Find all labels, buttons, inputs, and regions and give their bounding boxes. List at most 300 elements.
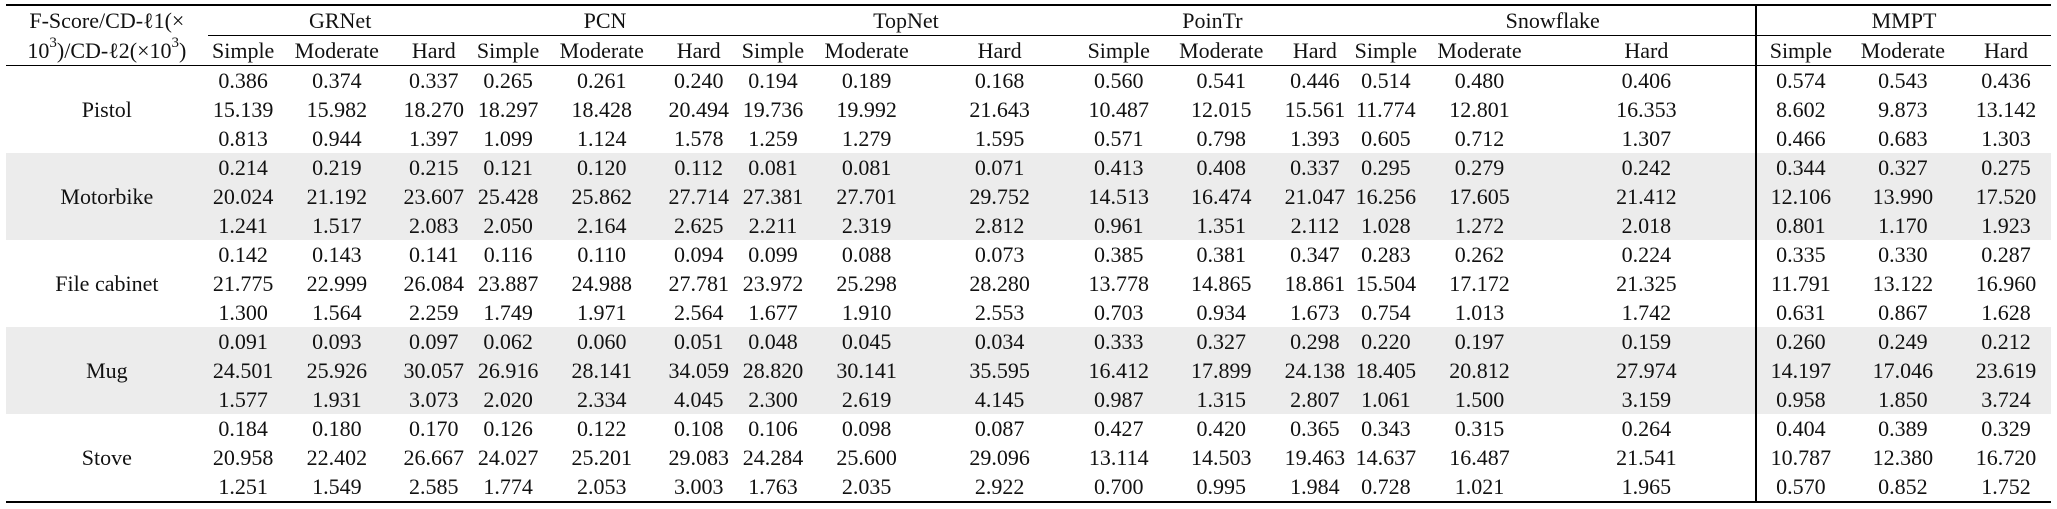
cell-fscore: 0.446: [1290, 68, 1340, 93]
table-row: [6, 327, 2051, 356]
cell-cd-l2: 1.677: [748, 300, 798, 325]
cell-cd-l1: 18.428: [571, 97, 632, 122]
cell-cd-l1: 25.428: [473, 182, 544, 211]
cell-fscore: 0.264: [1621, 416, 1672, 441]
cell-cd-l2: 1.673: [1290, 300, 1340, 325]
cell-cd-l1: 14.865: [1191, 271, 1252, 296]
cell-cd-l1: 8.602: [1756, 95, 1845, 124]
cell-cd-l2: 1.021: [1421, 472, 1537, 502]
cell-fscore: 0.093: [279, 327, 395, 356]
cell-cd-l2: 1.910: [841, 300, 892, 325]
level-header: Simple: [1350, 36, 1421, 66]
cell-cd-l1: 28.280: [969, 271, 1030, 296]
cell-fscore: 0.121: [473, 153, 544, 182]
cell-fscore: 0.120: [544, 153, 660, 182]
level-header: Simple: [1756, 36, 1845, 66]
corner-part-a: 10: [27, 37, 50, 63]
cell-cd-l2: 1.241: [208, 211, 279, 240]
cell-fscore: 0.094: [673, 242, 724, 267]
table-row: [6, 356, 2051, 385]
cell-cd-l2: 0.683: [1878, 126, 1928, 151]
cell-cd-l1: 16.487: [1449, 445, 1510, 470]
cell-cd-l1: 30.057: [395, 356, 473, 385]
cell-cd-l1: 17.172: [1449, 271, 1510, 296]
cell-fscore: 0.480: [1454, 68, 1505, 93]
cell-fscore: 0.088: [841, 242, 892, 267]
cell-fscore: 0.514: [1361, 68, 1411, 93]
cell-cd-l1: 18.270: [403, 97, 465, 122]
cell-fscore: 0.168: [974, 68, 1025, 93]
metric-corner-label: [6, 5, 208, 36]
cell-cd-l1: 17.046: [1845, 356, 1961, 385]
cell-fscore: 0.212: [1961, 327, 2051, 356]
cell-cd-l1: 16.412: [1074, 356, 1163, 385]
cell-cd-l2: 0.798: [1196, 126, 1246, 151]
cell-fscore: 0.141: [409, 242, 459, 267]
category-label: File cabinet: [55, 271, 159, 296]
cell-cd-l2: 3.159: [1538, 385, 1756, 414]
cell-cd-l2: 0.712: [1454, 126, 1505, 151]
cell-cd-l2: 1.300: [218, 300, 268, 325]
category-label: Pistol: [81, 97, 132, 122]
corner-part-c: ): [178, 37, 187, 63]
cell-fscore: 0.215: [395, 153, 473, 182]
cell-cd-l2: 0.944: [312, 126, 362, 151]
cell-cd-l1: 25.862: [544, 182, 660, 211]
cell-cd-l2: 0.961: [1074, 211, 1163, 240]
cell-fscore: 0.240: [673, 68, 724, 93]
cell-fscore: 0.330: [1878, 242, 1928, 267]
cell-fscore: 0.081: [808, 153, 924, 182]
cell-cd-l2: 4.145: [925, 385, 1075, 414]
category-label: Motorbike: [6, 153, 208, 240]
level-header: Moderate: [544, 36, 660, 66]
cell-cd-l1: 23.972: [742, 271, 804, 296]
table-row: [6, 66, 2051, 96]
cell-cd-l2: 1.850: [1845, 385, 1961, 414]
cell-cd-l2: 0.801: [1756, 211, 1845, 240]
cell-cd-l2: 1.061: [1350, 385, 1421, 414]
cell-cd-l1: 13.142: [1975, 97, 2037, 122]
cell-cd-l1: 13.990: [1845, 182, 1961, 211]
cell-cd-l2: 2.112: [1279, 211, 1350, 240]
cell-cd-l2: 2.053: [544, 472, 660, 502]
cell-cd-l1: 17.899: [1163, 356, 1279, 385]
cell-fscore: 0.327: [1163, 327, 1279, 356]
level-header: Moderate: [1845, 36, 1961, 66]
cell-cd-l1: 16.960: [1975, 271, 2037, 296]
cell-cd-l2: 2.334: [544, 385, 660, 414]
cell-cd-l1: 23.887: [477, 271, 539, 296]
cell-fscore: 0.413: [1074, 153, 1163, 182]
level-header: Moderate: [808, 36, 924, 66]
cell-fscore: 0.329: [1981, 416, 2031, 441]
cell-cd-l1: 15.982: [306, 97, 368, 122]
cell-fscore: 0.122: [576, 416, 627, 441]
cell-cd-l1: 25.926: [279, 356, 395, 385]
cell-cd-l2: 0.958: [1756, 385, 1845, 414]
cell-cd-l2: 2.564: [673, 300, 724, 325]
cell-cd-l2: 2.300: [737, 385, 808, 414]
cell-cd-l1: 28.141: [544, 356, 660, 385]
cell-fscore: 0.287: [1981, 242, 2031, 267]
cell-cd-l1: 23.607: [395, 182, 473, 211]
cell-fscore: 0.224: [1621, 242, 1672, 267]
cell-fscore: 0.262: [1454, 242, 1505, 267]
cell-cd-l1: 18.861: [1284, 271, 1346, 296]
cell-fscore: 0.071: [925, 153, 1075, 182]
cell-fscore: 0.087: [974, 416, 1025, 441]
category-label: Mug: [6, 327, 208, 414]
method-header-pointr: PoinTr: [1074, 5, 1350, 36]
cell-fscore: 0.374: [312, 68, 362, 93]
cell-cd-l2: 1.279: [841, 126, 892, 151]
cell-cd-l1: 27.701: [808, 182, 924, 211]
cell-cd-l2: 2.619: [808, 385, 924, 414]
cell-fscore: 0.298: [1279, 327, 1350, 356]
cell-cd-l1: 26.916: [473, 356, 544, 385]
table-row: [6, 298, 2051, 327]
cell-cd-l2: 0.813: [218, 126, 268, 151]
cell-fscore: 0.143: [312, 242, 362, 267]
table-row: [6, 414, 2051, 443]
level-header: Simple: [737, 36, 808, 66]
cell-fscore: 0.197: [1421, 327, 1537, 356]
cell-fscore: 0.381: [1196, 242, 1246, 267]
level-header: Hard: [395, 36, 473, 66]
cell-cd-l2: 1.965: [1538, 472, 1756, 502]
cell-fscore: 0.099: [748, 242, 798, 267]
results-body: [6, 66, 2051, 503]
cell-cd-l1: 22.402: [306, 445, 368, 470]
cell-cd-l2: 1.259: [748, 126, 798, 151]
cell-cd-l1: 35.595: [925, 356, 1075, 385]
cell-fscore: 0.404: [1756, 414, 1845, 443]
cell-cd-l2: 3.003: [660, 472, 738, 502]
cell-fscore: 0.060: [544, 327, 660, 356]
cell-cd-l2: 1.124: [576, 126, 627, 151]
cell-cd-l2: 1.549: [279, 472, 395, 502]
cell-fscore: 0.283: [1361, 242, 1411, 267]
cell-cd-l1: 15.561: [1284, 97, 1346, 122]
cell-fscore: 0.541: [1196, 68, 1246, 93]
cell-fscore: 0.344: [1756, 153, 1845, 182]
cell-fscore: 0.045: [808, 327, 924, 356]
cell-cd-l1: 16.353: [1616, 97, 1677, 122]
cell-cd-l2: 0.605: [1361, 126, 1411, 151]
corner-exponent-2: 3: [171, 35, 179, 52]
cell-fscore: 0.420: [1196, 416, 1246, 441]
cell-cd-l2: 0.852: [1845, 472, 1961, 502]
cell-cd-l2: 1.013: [1454, 300, 1505, 325]
cell-fscore: 0.062: [473, 327, 544, 356]
cell-cd-l1: 29.752: [925, 182, 1075, 211]
cell-cd-l2: 1.393: [1290, 126, 1340, 151]
table-row: [6, 240, 2051, 269]
table-row: [6, 472, 2051, 502]
cell-cd-l1: 25.201: [571, 445, 632, 470]
cell-cd-l1: 12.015: [1191, 97, 1252, 122]
cell-cd-l1: 27.381: [737, 182, 808, 211]
level-header: Hard: [1961, 36, 2051, 66]
cell-fscore: 0.436: [1981, 68, 2031, 93]
cell-cd-l1: 20.812: [1421, 356, 1537, 385]
cell-cd-l2: 1.517: [279, 211, 395, 240]
cell-fscore: 0.261: [576, 68, 627, 93]
level-header: Hard: [1279, 36, 1350, 66]
cell-cd-l2: 1.028: [1350, 211, 1421, 240]
cell-fscore: 0.180: [312, 416, 362, 441]
cell-fscore: 0.249: [1845, 327, 1961, 356]
cell-cd-l1: 14.197: [1756, 356, 1845, 385]
level-header: Moderate: [1163, 36, 1279, 66]
cell-cd-l1: 27.714: [660, 182, 738, 211]
cell-cd-l2: 2.035: [808, 472, 924, 502]
cell-fscore: 0.389: [1878, 416, 1928, 441]
cell-cd-l2: 1.931: [279, 385, 395, 414]
method-header-pcn: PCN: [473, 5, 738, 36]
cell-cd-l1: 27.781: [668, 271, 729, 296]
cell-cd-l2: 0.934: [1196, 300, 1246, 325]
method-header-snowflake: Snowflake: [1350, 5, 1756, 36]
cell-cd-l2: 2.812: [925, 211, 1075, 240]
cell-fscore: 0.365: [1290, 416, 1340, 441]
cell-cd-l1: 34.059: [660, 356, 738, 385]
cell-cd-l2: 4.045: [660, 385, 738, 414]
method-header-topnet: TopNet: [737, 5, 1074, 36]
cell-cd-l2: 2.050: [473, 211, 544, 240]
cell-fscore: 0.073: [974, 242, 1025, 267]
cell-fscore: 0.194: [748, 68, 798, 93]
cell-fscore: 0.333: [1074, 327, 1163, 356]
results-table: [6, 4, 2051, 503]
level-header: Hard: [660, 36, 738, 66]
table-row: [6, 269, 2051, 298]
cell-cd-l2: 1.923: [1961, 211, 2051, 240]
cell-fscore: 0.335: [1756, 240, 1845, 269]
cell-fscore: 0.343: [1361, 416, 1411, 441]
level-header: Hard: [925, 36, 1075, 66]
cell-cd-l2: 3.724: [1961, 385, 2051, 414]
cell-cd-l2: 3.073: [395, 385, 473, 414]
method-header-grnet: GRNet: [208, 5, 473, 36]
cell-cd-l2: 2.211: [737, 211, 808, 240]
level-header: Simple: [473, 36, 544, 66]
cell-fscore: 0.265: [483, 68, 533, 93]
cell-cd-l1: 21.047: [1279, 182, 1350, 211]
cell-cd-l2: 1.099: [483, 126, 533, 151]
cell-cd-l1: 27.974: [1538, 356, 1756, 385]
cell-cd-l2: 1.272: [1421, 211, 1537, 240]
cell-cd-l2: 1.628: [1981, 300, 2031, 325]
cell-fscore: 0.098: [841, 416, 892, 441]
cell-fscore: 0.347: [1290, 242, 1340, 267]
cell-cd-l1: 29.096: [969, 445, 1030, 470]
header-row-levels: [6, 36, 2051, 66]
cell-cd-l2: 1.763: [737, 472, 808, 502]
cell-cd-l1: 16.256: [1350, 182, 1421, 211]
cell-fscore: 0.116: [483, 242, 533, 267]
cell-cd-l2: 0.570: [1756, 472, 1845, 502]
cell-fscore: 0.126: [483, 416, 533, 441]
cell-cd-l2: 0.995: [1163, 472, 1279, 502]
cell-fscore: 0.112: [660, 153, 738, 182]
level-header: Moderate: [279, 36, 395, 66]
table-row: [6, 211, 2051, 240]
cell-fscore: 0.170: [409, 416, 459, 441]
cell-cd-l2: 1.774: [473, 472, 544, 502]
cell-fscore: 0.034: [925, 327, 1075, 356]
cell-cd-l1: 20.958: [212, 445, 274, 470]
cell-cd-l1: 15.504: [1355, 271, 1417, 296]
cell-cd-l2: 2.319: [808, 211, 924, 240]
cell-cd-l2: 0.867: [1878, 300, 1928, 325]
cell-cd-l2: 2.553: [974, 300, 1025, 325]
cell-cd-l2: 1.303: [1981, 126, 2031, 151]
cell-cd-l1: 24.501: [208, 356, 279, 385]
cell-cd-l2: 2.585: [395, 472, 473, 502]
cell-cd-l1: 21.412: [1538, 182, 1756, 211]
cell-fscore: 0.543: [1878, 68, 1928, 93]
cell-cd-l1: 26.084: [403, 271, 465, 296]
cell-cd-l1: 12.801: [1449, 97, 1510, 122]
cell-cd-l1: 13.778: [1088, 271, 1149, 296]
cell-fscore: 0.315: [1454, 416, 1505, 441]
cell-fscore: 0.406: [1621, 68, 1672, 93]
cell-cd-l1: 21.192: [279, 182, 395, 211]
cell-fscore: 0.337: [409, 68, 459, 93]
cell-cd-l2: 1.564: [312, 300, 362, 325]
cell-cd-l1: 24.027: [477, 445, 539, 470]
cell-cd-l1: 15.139: [212, 97, 274, 122]
cell-fscore: 0.242: [1538, 153, 1756, 182]
table-row: [6, 182, 2051, 211]
cell-fscore: 0.385: [1093, 242, 1144, 267]
cell-cd-l2: 1.984: [1279, 472, 1350, 502]
cell-cd-l2: 0.754: [1361, 300, 1411, 325]
cell-fscore: 0.184: [218, 416, 268, 441]
cell-cd-l1: 12.106: [1756, 182, 1845, 211]
cell-cd-l1: 14.637: [1355, 445, 1417, 470]
cell-cd-l2: 1.578: [673, 126, 724, 151]
cell-fscore: 0.091: [208, 327, 279, 356]
table-row: [6, 95, 2051, 124]
cell-cd-l1: 22.999: [306, 271, 368, 296]
cell-cd-l1: 21.325: [1616, 271, 1677, 296]
cell-cd-l2: 1.577: [208, 385, 279, 414]
table-row: [6, 385, 2051, 414]
cell-cd-l2: 1.315: [1163, 385, 1279, 414]
cell-fscore: 0.051: [660, 327, 738, 356]
cell-cd-l1: 17.520: [1961, 182, 2051, 211]
cell-cd-l2: 1.170: [1845, 211, 1961, 240]
cell-cd-l2: 1.251: [208, 472, 279, 502]
cell-cd-l2: 2.807: [1279, 385, 1350, 414]
cell-cd-l2: 0.631: [1756, 298, 1845, 327]
cell-fscore: 0.108: [673, 416, 724, 441]
cell-cd-l2: 0.571: [1093, 126, 1144, 151]
cell-cd-l1: 18.297: [477, 97, 539, 122]
cell-cd-l2: 0.987: [1074, 385, 1163, 414]
level-header: Moderate: [1421, 36, 1537, 66]
cell-cd-l1: 13.122: [1872, 271, 1934, 296]
corner-part-b: )/CD-ℓ2(×10: [56, 37, 172, 63]
cell-cd-l1: 18.405: [1350, 356, 1421, 385]
cell-fscore: 0.048: [737, 327, 808, 356]
cell-cd-l1: 19.463: [1284, 445, 1346, 470]
cell-cd-l1: 25.600: [836, 445, 897, 470]
cell-cd-l1: 21.775: [212, 271, 274, 296]
cell-cd-l2: 2.083: [395, 211, 473, 240]
cell-fscore: 0.327: [1845, 153, 1961, 182]
header-row-methods: [6, 5, 2051, 36]
cell-cd-l1: 11.791: [1756, 269, 1845, 298]
cell-cd-l1: 30.141: [808, 356, 924, 385]
cell-cd-l1: 20.494: [668, 97, 729, 122]
cell-cd-l1: 14.513: [1074, 182, 1163, 211]
cell-cd-l2: 1.971: [576, 300, 627, 325]
cell-fscore: 0.295: [1350, 153, 1421, 182]
cell-cd-l1: 29.083: [668, 445, 729, 470]
cell-fscore: 0.110: [577, 242, 627, 267]
cell-cd-l1: 9.873: [1878, 97, 1928, 122]
level-header: Simple: [208, 36, 279, 66]
cell-cd-l1: 23.619: [1961, 356, 2051, 385]
cell-cd-l1: 24.988: [571, 271, 632, 296]
cell-cd-l1: 12.380: [1872, 445, 1934, 470]
cell-cd-l1: 19.736: [742, 97, 804, 122]
cell-fscore: 0.560: [1093, 68, 1144, 93]
cell-cd-l1: 13.114: [1088, 445, 1149, 470]
cell-fscore: 0.219: [279, 153, 395, 182]
cell-fscore: 0.260: [1756, 327, 1845, 356]
cell-cd-l1: 28.820: [737, 356, 808, 385]
cell-cd-l2: 2.020: [473, 385, 544, 414]
cell-cd-l2: 2.625: [660, 211, 738, 240]
cell-cd-l2: 1.749: [483, 300, 533, 325]
cell-cd-l1: 24.138: [1279, 356, 1350, 385]
cell-fscore: 0.574: [1756, 66, 1845, 96]
cell-cd-l2: 2.018: [1538, 211, 1756, 240]
cell-cd-l1: 16.474: [1163, 182, 1279, 211]
table-row: [6, 124, 2051, 153]
cell-cd-l1: 11.774: [1355, 97, 1416, 122]
cell-cd-l2: 2.164: [544, 211, 660, 240]
corner-line-1: F-Score/CD-ℓ1(×: [29, 8, 185, 34]
cell-cd-l2: 0.466: [1756, 124, 1845, 153]
cell-cd-l2: 1.742: [1621, 300, 1672, 325]
cell-fscore: 0.386: [218, 68, 268, 93]
table-row: [6, 153, 2051, 182]
corner-line-2: [6, 36, 208, 66]
cell-fscore: 0.337: [1279, 153, 1350, 182]
cell-cd-l2: 1.595: [974, 126, 1025, 151]
cell-cd-l2: 1.351: [1163, 211, 1279, 240]
cell-cd-l1: 24.284: [742, 445, 804, 470]
cell-fscore: 0.081: [737, 153, 808, 182]
cell-cd-l2: 0.703: [1093, 300, 1144, 325]
cell-fscore: 0.189: [841, 68, 892, 93]
cell-fscore: 0.106: [748, 416, 798, 441]
cell-cd-l2: 1.500: [1421, 385, 1537, 414]
cell-cd-l1: 19.992: [836, 97, 897, 122]
cell-cd-l1: 10.487: [1088, 97, 1149, 122]
cell-cd-l1: 21.643: [969, 97, 1030, 122]
level-header: Hard: [1538, 36, 1756, 66]
cell-fscore: 0.214: [208, 153, 279, 182]
cell-fscore: 0.279: [1421, 153, 1537, 182]
method-header-mmpt: MMPT: [1756, 5, 2051, 36]
